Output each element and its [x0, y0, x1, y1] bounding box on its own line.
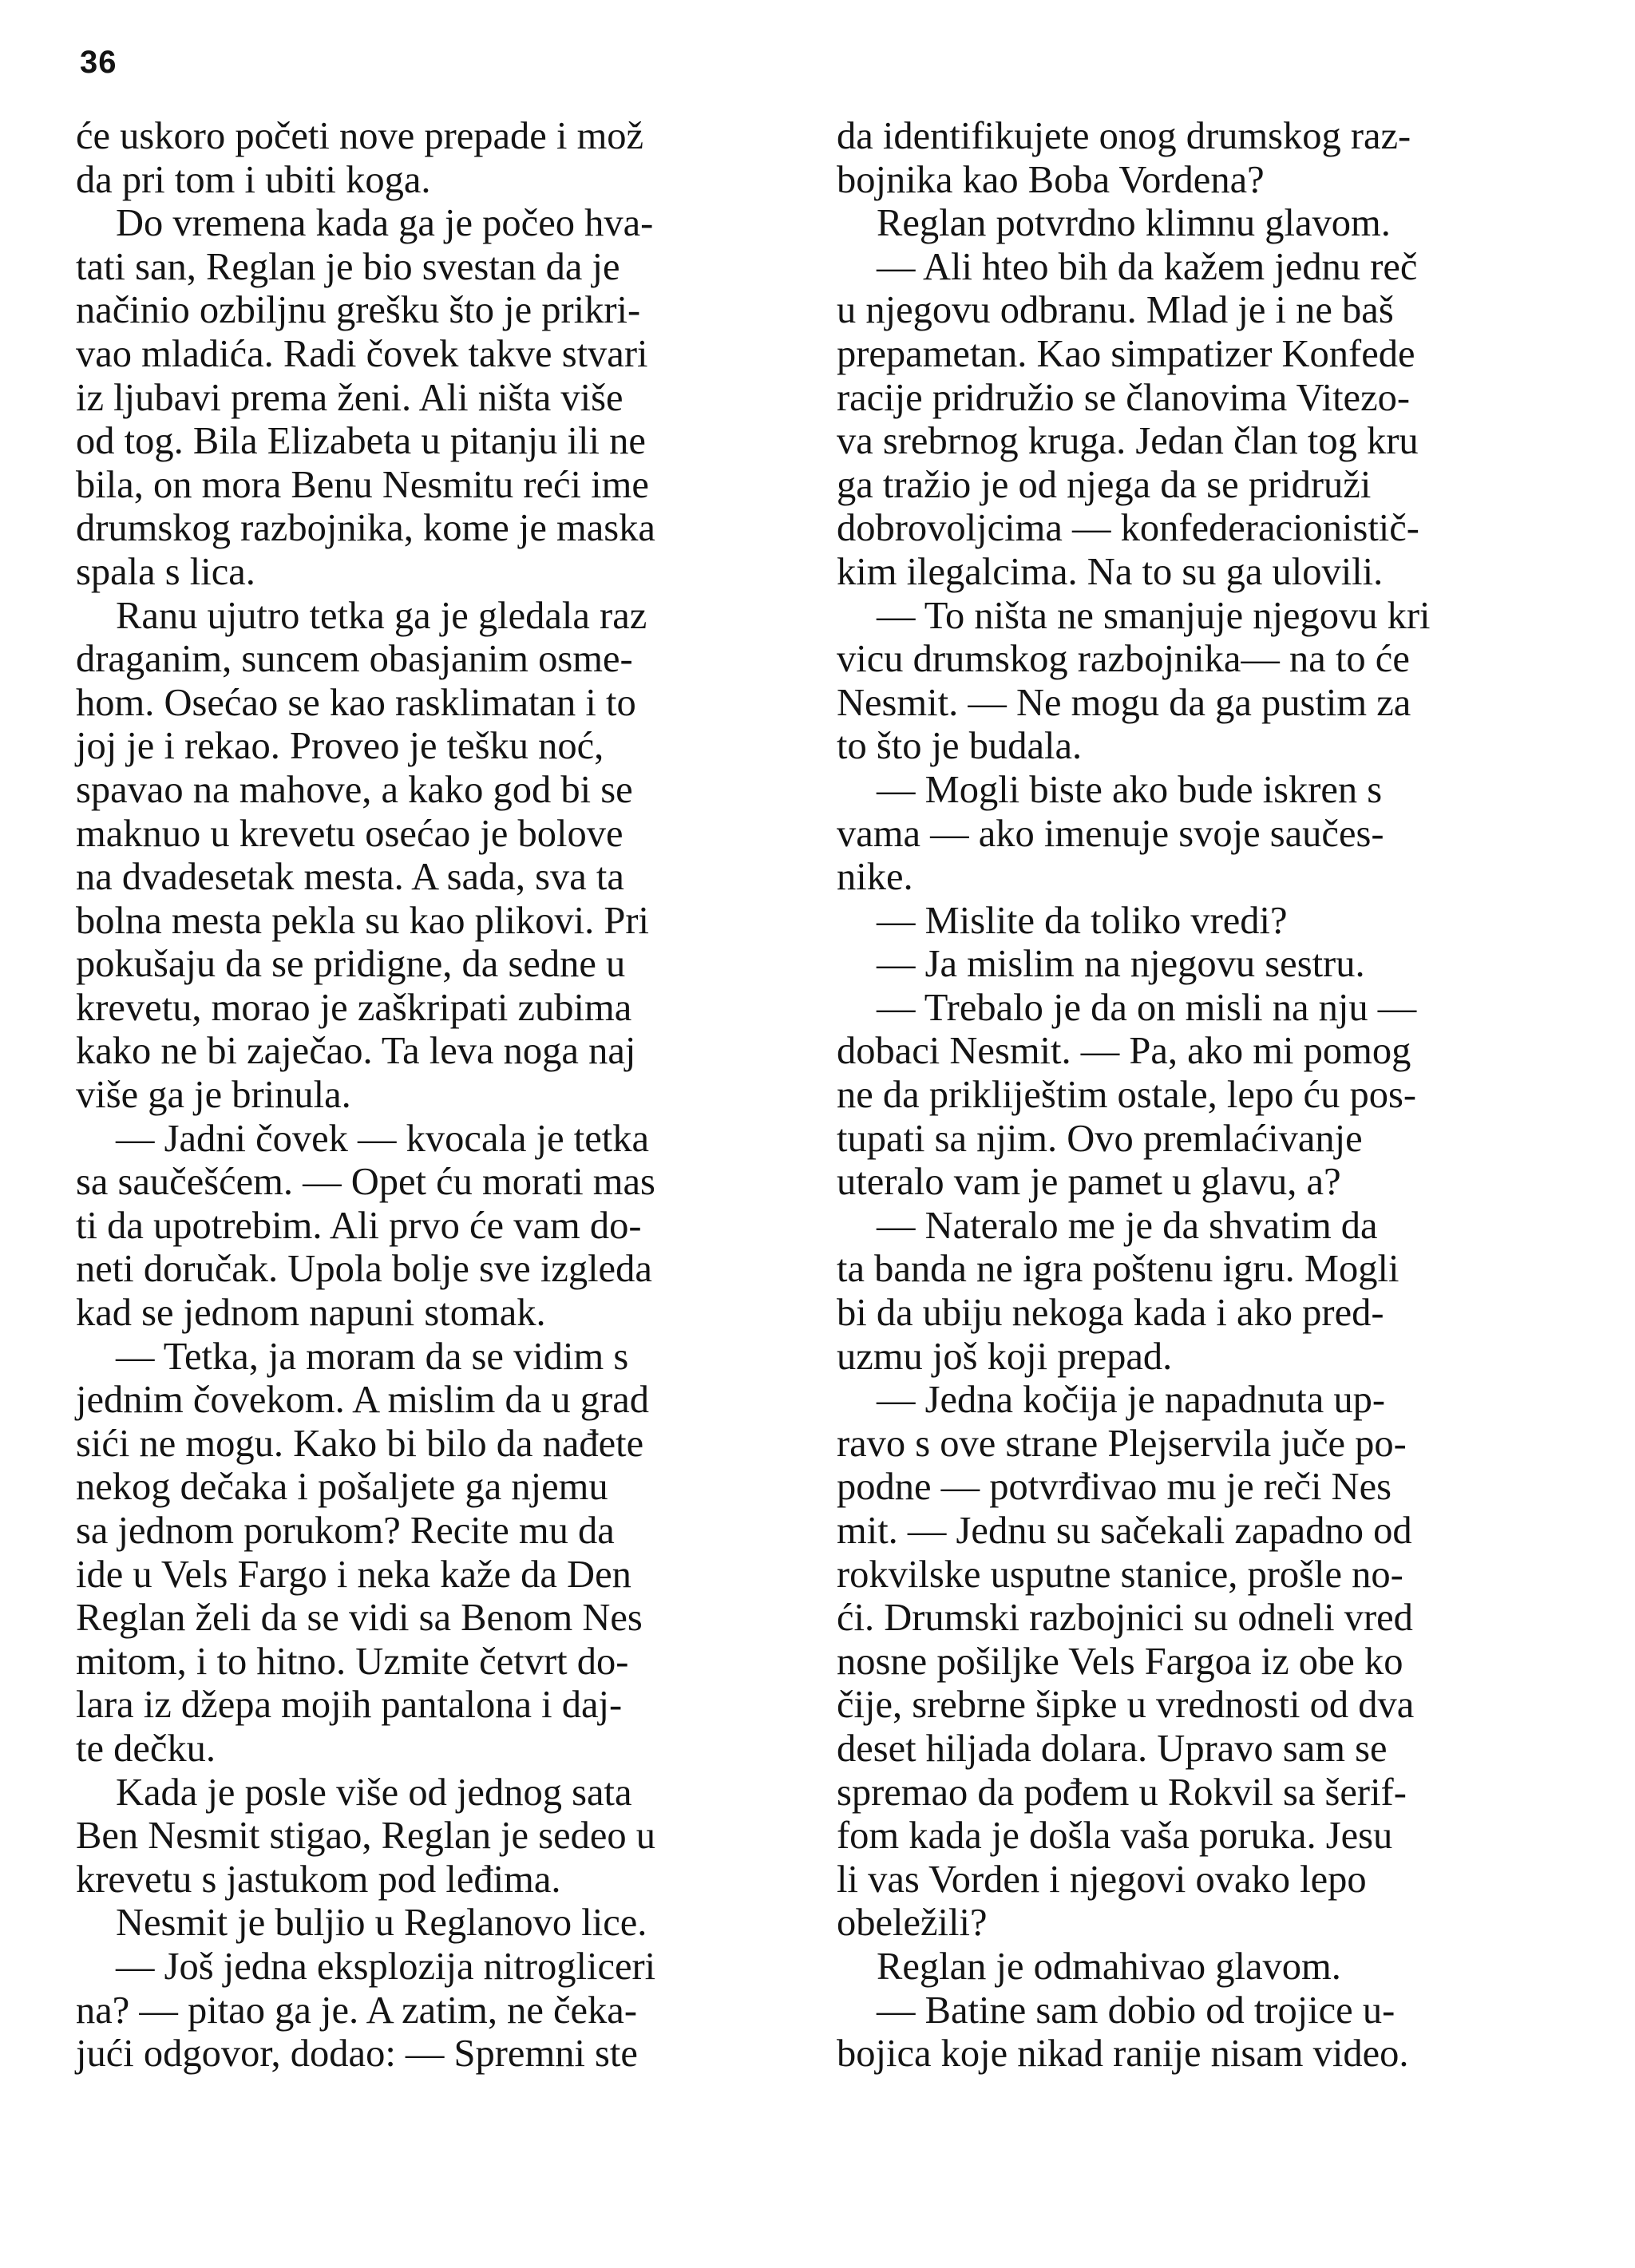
text-line: mit. — Jednu su sačekali zapadno od [837, 1510, 1412, 1552]
text-line: ći. Drumski razbojnici su odneli vred [837, 1597, 1413, 1640]
text-line: — Batine sam dobio od trojice u- [877, 1989, 1395, 2032]
text-line: dobaci Nesmit. — Pa, ako mi pomog [837, 1030, 1411, 1073]
text-line: te dečku. [76, 1727, 216, 1770]
text-line: deset hiljada dolara. Upravo sam se [837, 1727, 1388, 1770]
text-line: drumskog razbojnika, kome je maska [76, 507, 655, 550]
text-line: krevetu s jastukom pod leđima. [76, 1858, 561, 1901]
text-line: hom. Osećao se kao rasklimatan i to [76, 681, 636, 724]
text-line: iz ljubavi prema ženi. Ali ništa više [76, 376, 624, 419]
text-line: nike. [837, 856, 913, 899]
text-line: draganim, suncem obasjanim osme- [76, 638, 633, 681]
text-line: vicu drumskog razbojnika— na to će [837, 638, 1410, 681]
text-line: — Nateralo me je da shvatim da [877, 1204, 1378, 1247]
text-line: maknuo u krevetu osećao je bolove [76, 812, 624, 855]
text-line: obeležili? [837, 1902, 988, 1945]
text-line: na dvadesetak mesta. A sada, sva ta [76, 856, 624, 899]
text-line: neti doručak. Upola bolje sve izgleda [76, 1248, 652, 1291]
text-line: racije pridružio se članovima Vitezo- [837, 376, 1411, 419]
text-line: ne da prikliještim ostale, lepo ću pos- [837, 1074, 1416, 1117]
text-line: jednim čovekom. A mislim da u grad [76, 1379, 649, 1422]
text-line: spremao da pođem u Rokvil sa šerif- [837, 1771, 1407, 1814]
text-line: bila, on mora Benu Nesmitu reći ime [76, 463, 649, 506]
text-line: ga tražio je od njega da se pridruži [837, 463, 1372, 506]
text-line: podne — potvrđivao mu je reči Nes [837, 1466, 1392, 1509]
text-line: sa jednom porukom? Recite mu da [76, 1510, 615, 1552]
text-line: bojnika kao Boba Vordena? [837, 158, 1265, 201]
text-line: bi da ubiju nekoga kada i ako pred- [837, 1292, 1384, 1335]
text-line: čije, srebrne šipke u vrednosti od dva [837, 1684, 1415, 1727]
text-line: li vas Vorden i njegovi ovako lepo [837, 1858, 1367, 1901]
text-line: rokvilske usputne stanice, prošle no- [837, 1553, 1403, 1596]
text-line: vama — ako imenuje svoje saučes- [837, 812, 1384, 855]
text-line: ravo s ove strane Plejservila juče po- [837, 1422, 1407, 1465]
text-line: — Trebalo je da on misli na nju — [877, 986, 1417, 1029]
text-line: — To ništa ne smanjuje njegovu kri [877, 594, 1431, 637]
text-line: sa saučešćem. — Opet ću morati mas [76, 1161, 655, 1204]
text-line: da pri tom i ubiti koga. [76, 158, 431, 201]
text-line: spala s lica. [76, 550, 255, 593]
text-line: vao mladića. Radi čovek takve stvari [76, 332, 648, 375]
text-line: va srebrnog kruga. Jedan član tog kru [837, 420, 1419, 463]
text-line: ti da upotrebim. Ali prvo će vam do- [76, 1204, 642, 1247]
text-line: fom kada je došla vaša poruka. Jesu [837, 1815, 1393, 1858]
text-line: Kada je posle više od jednog sata [116, 1771, 632, 1814]
text-line: to što je budala. [837, 725, 1083, 768]
text-line: — Ja mislim na njegovu sestru. [877, 943, 1365, 986]
text-line: nosne pošiljke Vels Fargoa iz obe ko [837, 1640, 1403, 1683]
text-line: uteralo vam je pamet u glavu, a? [837, 1161, 1341, 1204]
text-line: joj je i rekao. Proveo je tešku noć, [76, 725, 604, 768]
text-line: ta banda ne igra poštenu igru. Mogli [837, 1248, 1399, 1291]
text-line: više ga je brinula. [76, 1074, 351, 1117]
text-line: jući odgovor, dodao: — Spremni ste [76, 2032, 638, 2076]
text-line: od tog. Bila Elizabeta u pitanju ili ne [76, 420, 646, 463]
text-line: kako ne bi zaječao. Ta leva noga naj [76, 1030, 636, 1073]
text-line: Reglan je odmahivao glavom. [877, 1945, 1341, 1988]
text-line: u njegovu odbranu. Mlad je i ne baš [837, 289, 1394, 332]
right-text-column [837, 115, 1559, 2076]
text-line: — Ali hteo bih da kažem jednu reč [877, 245, 1418, 288]
text-line: Reglan želi da se vidi sa Benom Nes [76, 1597, 643, 1640]
text-line: spavao na mahove, a kako god bi se [76, 768, 633, 811]
text-line: Ranu ujutro tetka ga je gledala raz [116, 594, 647, 637]
text-line: — Mogli biste ako bude iskren s [877, 768, 1383, 811]
text-line: tupati sa njim. Ovo premlaćivanje [837, 1117, 1363, 1160]
text-line: načinio ozbiljnu grešku što je prikri- [76, 289, 641, 332]
text-line: tati san, Reglan je bio svestan da je [76, 245, 620, 288]
text-line: dobrovoljcima — konfederacionistič- [837, 507, 1419, 550]
text-line: uzmu još koji prepad. [837, 1335, 1173, 1378]
text-line: kad se jednom napuni stomak. [76, 1292, 546, 1335]
text-line: Do vremena kada ga je počeo hva- [116, 202, 654, 245]
text-line: Ben Nesmit stigao, Reglan je sedeo u [76, 1815, 656, 1858]
text-line: Reglan potvrdno klimnu glavom. [877, 202, 1391, 245]
text-line: kim ilegalcima. Na to su ga ulovili. [837, 550, 1384, 593]
text-line: da identifikujete onog drumskog raz- [837, 115, 1411, 157]
text-line: bolna mesta pekla su kao plikovi. Pri [76, 899, 649, 942]
text-line: će uskoro početi nove prepade i mož [76, 115, 644, 157]
text-line: — Još jedna eksplozija nitrogliceri [116, 1945, 656, 1988]
left-text-column [76, 115, 786, 2076]
text-line: Nesmit je buljio u Reglanovo lice. [116, 1902, 647, 1945]
text-line: — Tetka, ja moram da se vidim s [116, 1335, 629, 1378]
text-line: nekog dečaka i pošaljete ga njemu [76, 1466, 608, 1509]
text-line: krevetu, morao je zaškripati zubima [76, 986, 632, 1029]
text-line: na? — pitao ga je. A zatim, ne čeka- [76, 1989, 637, 2032]
text-line: ide u Vels Fargo i neka kaže da Den [76, 1553, 631, 1596]
text-line: prepametan. Kao simpatizer Konfede [837, 332, 1415, 375]
text-line: mitom, i to hitno. Uzmite četvrt do- [76, 1640, 629, 1683]
text-line: pokušaju da se pridigne, da sedne u [76, 943, 626, 986]
text-line: — Jedna kočija je napadnuta up- [877, 1379, 1386, 1422]
text-line: lara iz džepa mojih pantalona i daj- [76, 1684, 623, 1727]
text-line: Nesmit. — Ne mogu da ga pustim za [837, 681, 1411, 724]
text-line: — Mislite da toliko vredi? [877, 899, 1288, 942]
text-line: bojica koje nikad ranije nisam video. [837, 2032, 1409, 2076]
text-line: sići ne mogu. Kako bi bilo da nađete [76, 1422, 644, 1465]
page-number: 36 [80, 45, 117, 80]
text-line: — Jadni čovek — kvocala je tetka [116, 1117, 649, 1160]
